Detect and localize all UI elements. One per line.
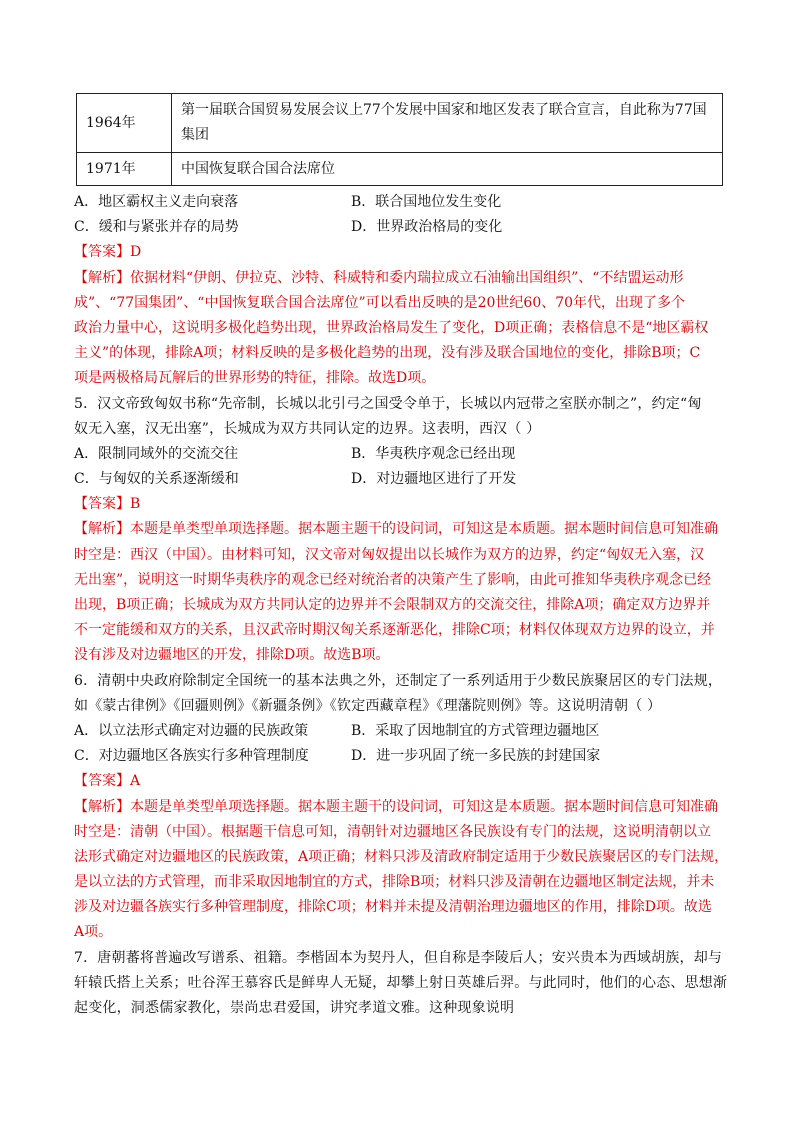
question-stem: 起变化，洞悉儒家教化，崇尚忠君爱国，讲究孝道文雅。这种现象说明 [74, 1000, 515, 1016]
option-b: B．华夷秩序观念已经出现 [351, 445, 516, 462]
question-stem: 轩辕氏搭上关系；吐谷浑王慕容氏是鲜卑人无疑，却攀上射日英雄后羿。与此同时，他们的心态、思想渐 [74, 974, 728, 991]
question-stem: 奴无入塞，汉无出塞”，长城成为双方共同认定的边界。这表明，西汉（ ） [74, 420, 541, 437]
analysis-line: 【解析】本题是单类型单项选择题。据本题主题干的设问词，可知这是本质题。据本题时间信息可知准确 [74, 521, 718, 538]
analysis-line: 法形式确定对边疆地区的民族政策，A项正确；材料只涉及清政府制定适用于少数民族聚居区的专门法规， [74, 848, 729, 865]
question-stem: 7．唐朝蕃将普遍改写谱系、祖籍。李楷固本为契丹人，但自称是李陵后人；安兴贵本为西域胡族，却与 [74, 949, 723, 966]
event-text: 集团 [181, 127, 209, 143]
option-c: C．与匈奴的关系逐渐缓和 [74, 471, 239, 488]
answer-label: 【答案】A [74, 773, 141, 790]
analysis-line: 时空是：清朝（中国）。根据题干信息可知，清朝针对边疆地区各民族设有专门的法规，这说明清朝以立 [74, 823, 711, 840]
option-a: A．地区霸权主义走向衰落 [74, 194, 239, 210]
analysis-line: 涉及对边疆各族实行多种管理制度，排除C项；材料并未提及清朝治理边疆地区的作用，排除D项。故选 [74, 899, 712, 916]
option-b: B．联合国地位发生变化 [351, 194, 502, 210]
analysis-line: 政治力量中心，这说明多极化趋势出现，世界政治格局发生了变化，D项正确；表格信息不是“地区霸权 [74, 319, 709, 336]
option-b: B．采取了因地制宜的方式管理边疆地区 [351, 722, 600, 739]
option-row [64, 215, 734, 240]
analysis-line: A项。 [74, 924, 113, 941]
analysis-line: 时空是：西汉（中国）。由材料可知，汉文帝对匈奴提出以长城作为双方的边界，约定“匈奴无入塞，汉 [74, 546, 705, 563]
option-row [64, 467, 734, 492]
analysis-line: 【解析】依据材料“伊朗、伊拉克、沙特、科威特和委内瑞拉成立石油输出国组织”、“不结盟运动形 [74, 269, 684, 286]
table-row [77, 153, 723, 186]
option-a: A．限制同域外的交流交往 [74, 445, 239, 462]
option-row [64, 719, 734, 744]
document-body [64, 190, 734, 1021]
option-c: C．缓和与紧张并存的局势 [74, 219, 239, 236]
option-row [64, 190, 734, 215]
analysis-line: 不一定能缓和双方的关系，且汉武帝时期汉匈关系逐渐恶化，排除C项；材料仅体现双方边界的设立，并 [74, 622, 715, 639]
answer-label: 【答案】B [74, 496, 141, 513]
table-cell-year: 1964年 [77, 94, 172, 153]
analysis-line: 出现，B项正确；长城成为双方共同认定的边界并不会限制双方的交流交往，排除A项；确定双方边界并 [74, 597, 711, 613]
analysis-line: 没有涉及对边疆地区的开发，排除D项。故选B项。 [74, 647, 390, 664]
event-text: 第一届联合国贸易发展会议上77个发展中国家和地区发表了联合宣言，自此称为77国 [181, 102, 707, 118]
option-a: A．以立法形式确定对边疆的民族政策 [74, 722, 309, 739]
analysis-line: 【解析】本题是单类型单项选择题。据本题主题干的设问词，可知这是本质题。据本题时间信息可知准确 [74, 798, 718, 815]
table-cell-event [172, 94, 723, 153]
analysis-line: 是以立法的方式管理，而非采取因地制宜的方式，排除B项；材料只涉及清朝在边疆地区制定法规，并未 [74, 874, 715, 891]
option-d: D．进一步巩固了统一多民族的封建国家 [351, 748, 601, 765]
question-stem: 5．汉文帝致匈奴书称“先帝制，长城以北引弓之国受令单于，长城以内冠带之室朕亦制之”，约定“匈 [74, 395, 702, 412]
option-d: D．对边疆地区进行了开发 [351, 471, 517, 488]
table-cell-year: 1971年 [77, 153, 172, 186]
analysis-line: 主义”的体现，排除A项；材料反映的是多极化趋势的出现，没有涉及联合国地位的变化，排除B项；C [74, 345, 701, 362]
analysis-line: 成”、“77国集团”、“中国恢复联合国合法席位”可以看出反映的是20世纪60、70年代，出现了多个 [74, 294, 686, 311]
answer-label: 【答案】D [74, 244, 142, 261]
table-row [77, 94, 723, 153]
question-stem: 如《蒙古律例》《回疆则例》《新疆条例》《钦定西藏章程》《理藩院则例》等。这说明清朝（ ） [74, 697, 662, 714]
option-d: D．世界政治格局的变化 [351, 219, 503, 236]
option-c: C．对边疆地区各族实行多种管理制度 [74, 748, 309, 765]
analysis-line: 项是两极格局瓦解后的世界形势的特征，排除。故选D项。 [74, 370, 436, 387]
option-row [64, 442, 734, 467]
analysis-line: 无出塞”，说明这一时期华夷秩序的观念已经对统治者的决策产生了影响，由此可推知华夷秩序观念已经 [74, 571, 712, 588]
option-row [64, 744, 734, 769]
table-cell-event: 中国恢复联合国合法席位 [172, 153, 723, 186]
events-table [76, 93, 723, 186]
question-stem: 6．清朝中央政府除制定全国统一的基本法典之外，还制定了一系列适用于少数民族聚居区的专门法规， [74, 672, 723, 689]
